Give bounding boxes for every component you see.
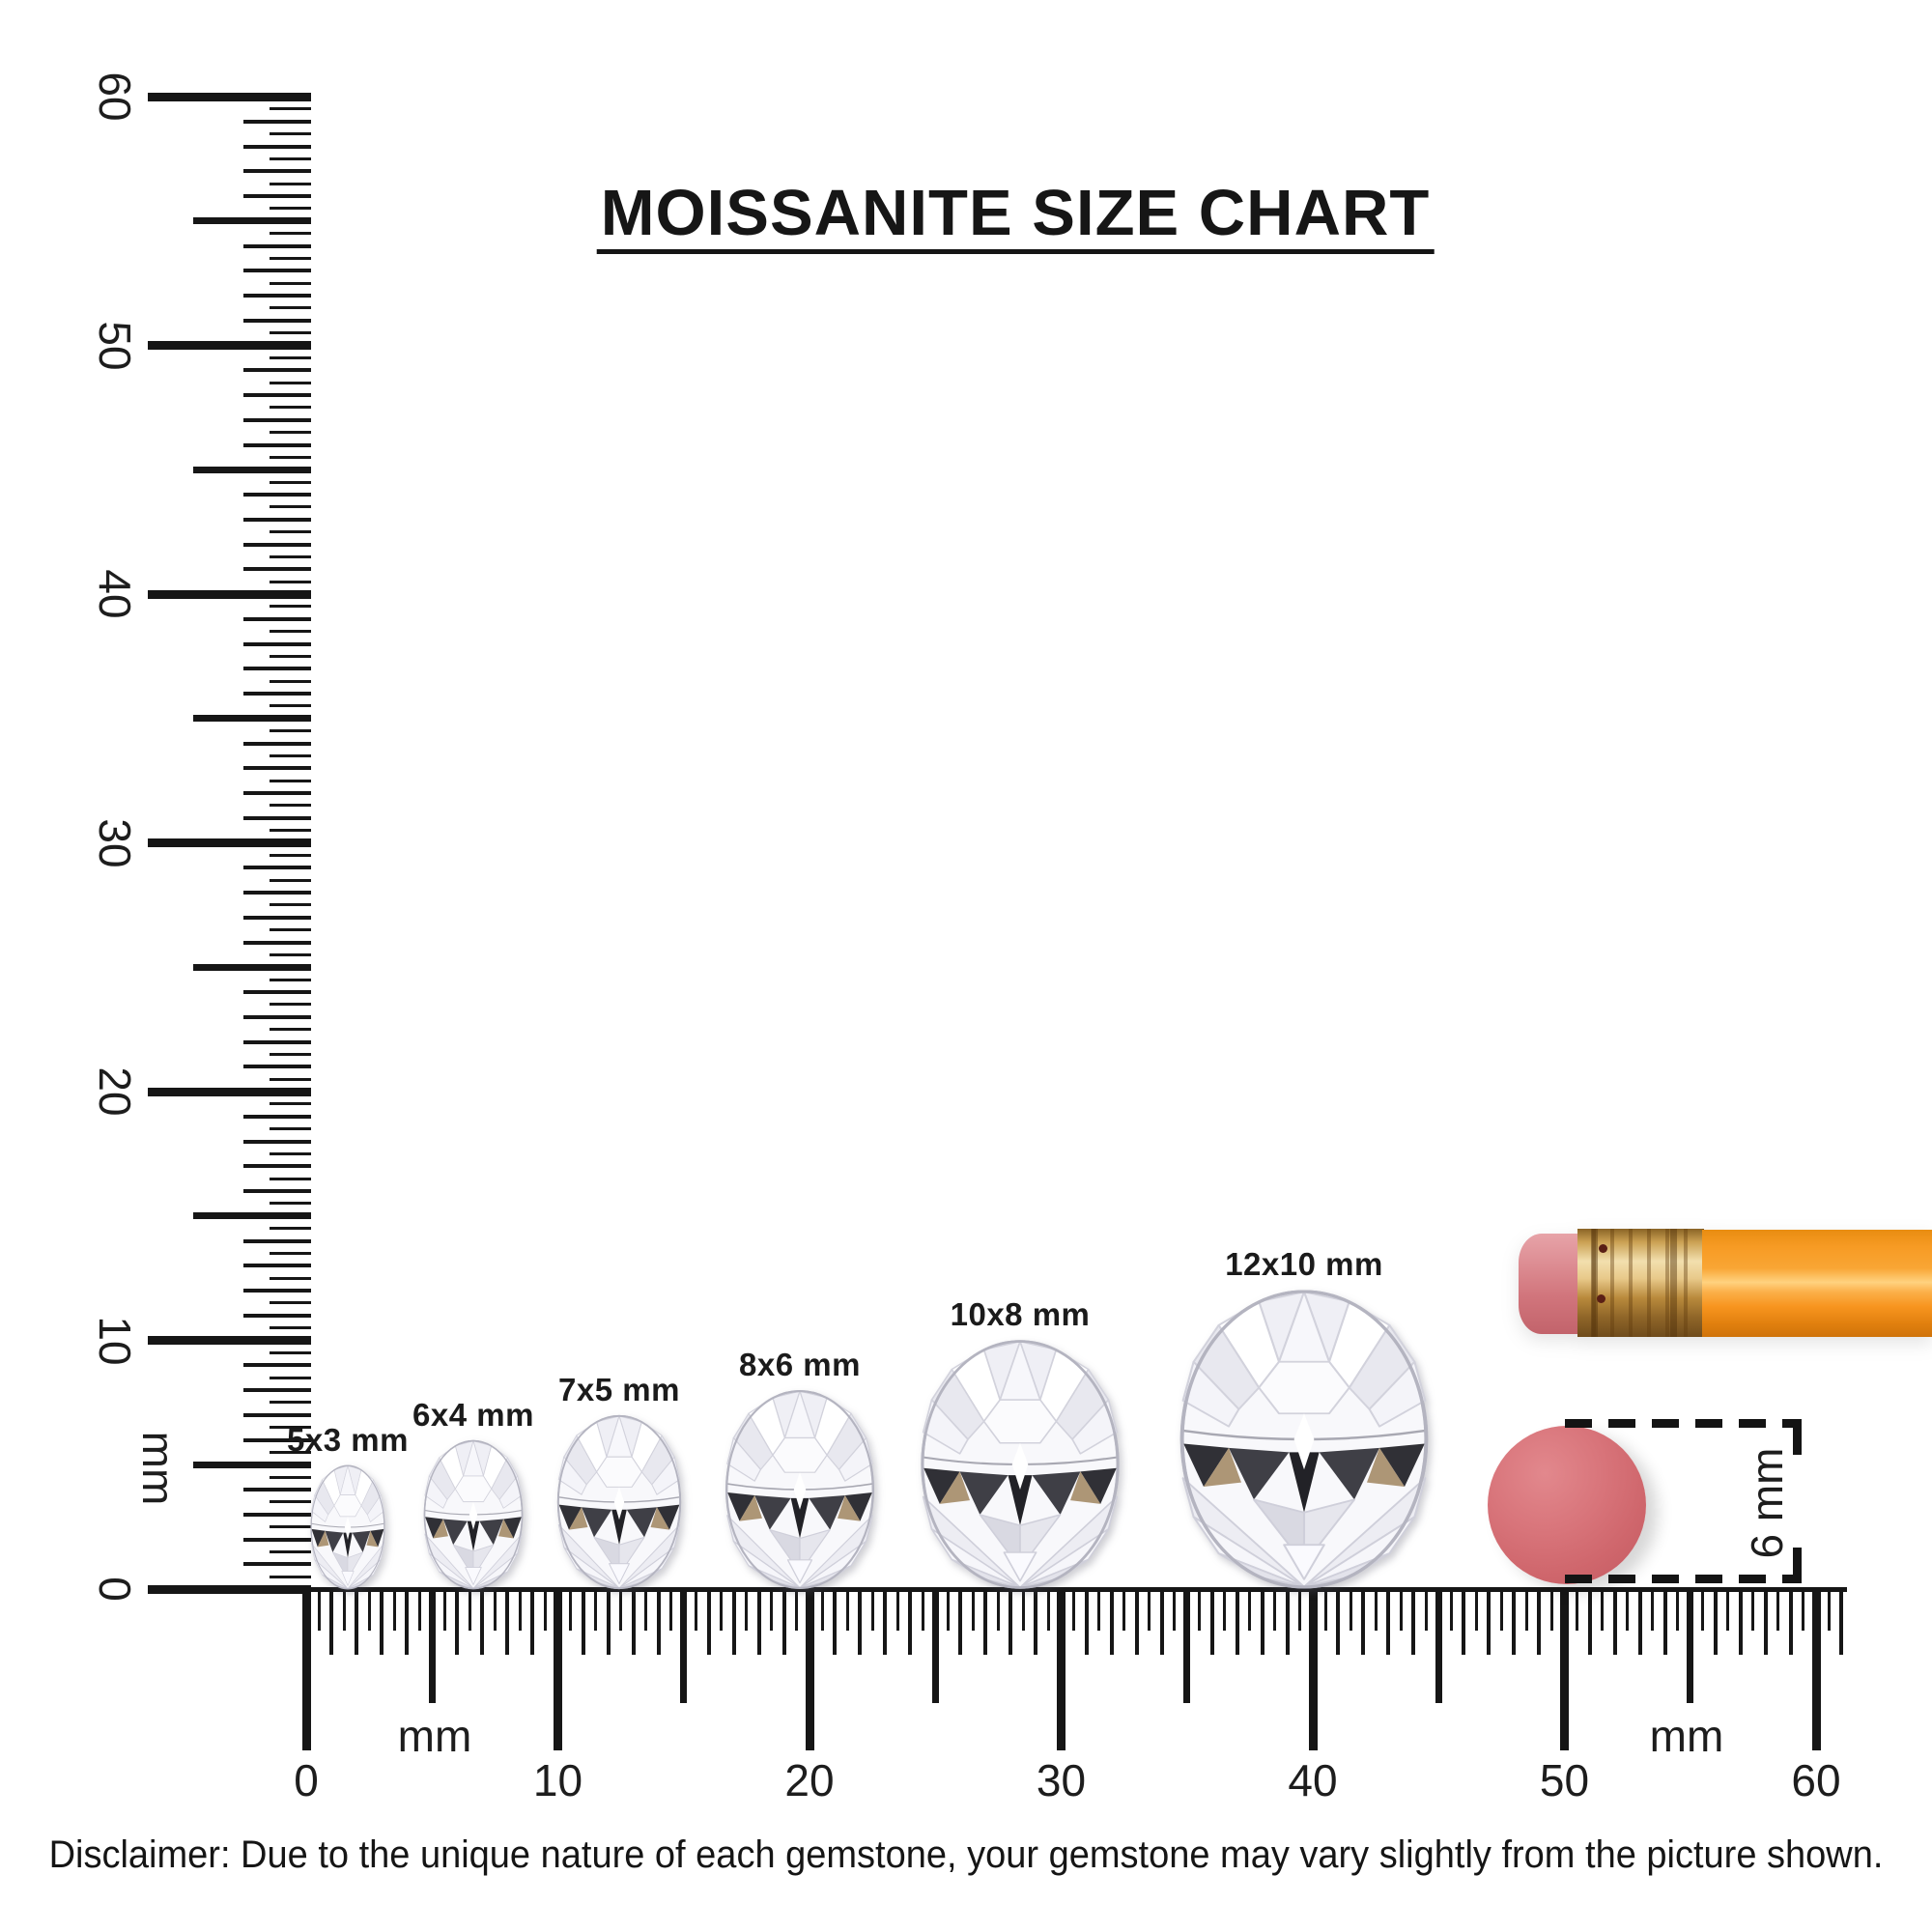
horizontal-ruler-tick: [1751, 1589, 1754, 1631]
horizontal-ruler-tick: [1160, 1589, 1164, 1655]
vertical-ruler-tick: [243, 1140, 311, 1144]
horizontal-ruler-tick: [494, 1589, 497, 1631]
horizontal-ruler-tick: [1676, 1589, 1679, 1631]
horizontal-ruler-tick: [405, 1589, 409, 1655]
gem-7x5mm: [556, 1414, 682, 1590]
vertical-ruler-tick: [243, 692, 311, 696]
horizontal-ruler-tick: [846, 1589, 849, 1631]
horizontal-ruler-tick: [1663, 1589, 1667, 1655]
vertical-ruler-tick: [270, 382, 311, 384]
vertical-ruler-tick: [270, 331, 311, 334]
pencil-body: [1702, 1230, 1932, 1337]
vertical-ruler-tick: [270, 1326, 311, 1329]
vertical-ruler-tick: [270, 431, 311, 434]
vertical-ruler-tick: [243, 567, 311, 571]
horizontal-ruler-tick: [1613, 1589, 1617, 1655]
horizontal-ruler-tick: [1375, 1589, 1378, 1631]
vertical-ruler-number: 10: [90, 1315, 140, 1366]
horizontal-ruler-tick: [1386, 1589, 1390, 1655]
horizontal-ruler-tick: [393, 1589, 396, 1631]
horizontal-ruler-tick: [1223, 1589, 1226, 1631]
vertical-ruler-tick: [243, 443, 311, 447]
vertical-ruler-number: 50: [90, 320, 140, 371]
horizontal-ruler-tick: [329, 1589, 333, 1655]
horizontal-ruler-tick: [544, 1589, 547, 1631]
horizontal-ruler-tick: [418, 1589, 421, 1631]
gem-6x4mm: [423, 1439, 524, 1590]
vertical-ruler-tick: [270, 257, 311, 260]
vertical-ruler-tick: [193, 217, 311, 224]
vertical-ruler-tick: [270, 1476, 311, 1479]
vertical-ruler-tick: [243, 1189, 311, 1193]
vertical-ruler-tick: [270, 879, 311, 882]
pencil-ferrule: [1577, 1229, 1704, 1337]
horizontal-ruler-tick: [1550, 1589, 1553, 1631]
horizontal-ruler-tick: [1537, 1589, 1541, 1655]
gem-size-label: 5x3 mm: [287, 1422, 409, 1458]
vertical-ruler-tick: [270, 406, 311, 409]
vertical-ruler-tick: [270, 183, 311, 185]
horizontal-ruler-tick: [1638, 1589, 1642, 1655]
horizontal-ruler-tick: [380, 1589, 384, 1655]
horizontal-ruler-tick: [1273, 1589, 1276, 1631]
horizontal-ruler-tick: [1198, 1589, 1201, 1631]
gem-size-label: 10x8 mm: [950, 1296, 1091, 1332]
horizontal-ruler-tick: [1802, 1589, 1804, 1631]
horizontal-ruler-tick: [1435, 1589, 1442, 1703]
vertical-ruler-tick: [270, 655, 311, 658]
horizontal-ruler-number: 50: [1539, 1755, 1590, 1805]
vertical-ruler-tick: [270, 132, 311, 135]
horizontal-ruler-tick: [469, 1589, 471, 1631]
horizontal-ruler-tick: [1411, 1589, 1415, 1655]
horizontal-ruler-tick: [1487, 1589, 1491, 1655]
vertical-ruler-tick: [270, 1053, 311, 1056]
horizontal-ruler-tick: [530, 1589, 534, 1655]
vertical-ruler-tick: [243, 791, 311, 795]
vertical-ruler-tick: [243, 1040, 311, 1044]
horizontal-ruler-tick: [1626, 1589, 1629, 1631]
disclaimer-text: Disclaimer: Due to the unique nature of each gemstone, your gemstone may vary slightly from the picture shown.: [48, 1833, 1884, 1876]
horizontal-ruler-tick: [680, 1589, 687, 1703]
horizontal-ruler-tick: [1110, 1589, 1114, 1655]
vertical-ruler-tick: [270, 928, 311, 931]
horizontal-ruler-tick: [1576, 1589, 1578, 1631]
vertical-ruler-tick: [243, 866, 311, 869]
vertical-ruler-tick: [270, 804, 311, 807]
horizontal-ruler-tick: [720, 1589, 723, 1631]
horizontal-ruler-tick: [1261, 1589, 1264, 1655]
gem-size-label: 8x6 mm: [739, 1347, 861, 1382]
gem-5x3mm: [310, 1464, 385, 1590]
vertical-ruler-tick: [243, 269, 311, 272]
horizontal-ruler-tick: [1839, 1589, 1843, 1655]
vertical-ruler-tick: [270, 1102, 311, 1105]
vertical-ruler-tick: [270, 282, 311, 285]
horizontal-ruler-tick: [1097, 1589, 1100, 1631]
gem-10x8mm: [920, 1339, 1121, 1590]
horizontal-ruler-tick: [1072, 1589, 1075, 1631]
vertical-ruler-tick: [270, 456, 311, 459]
vertical-ruler-tick: [243, 493, 311, 497]
vertical-ruler-tick: [193, 964, 311, 971]
horizontal-ruler-tick: [1047, 1589, 1050, 1631]
vertical-ruler-tick: [270, 356, 311, 359]
vertical-ruler-tick: [148, 1585, 311, 1594]
horizontal-ruler-tick: [505, 1589, 509, 1655]
horizontal-ruler-tick: [908, 1589, 912, 1655]
vertical-ruler-tick: [270, 630, 311, 633]
horizontal-ruler-tick: [1651, 1589, 1654, 1631]
dimension-line-right-bottom: [1793, 1548, 1802, 1575]
ferrule-crimp-ring: [1670, 1229, 1677, 1337]
horizontal-ruler-tick: [582, 1589, 585, 1655]
vertical-ruler-tick: [270, 207, 311, 210]
horizontal-ruler-tick: [1701, 1589, 1704, 1631]
horizontal-ruler-number: 60: [1791, 1755, 1841, 1805]
vertical-ruler-tick: [270, 1401, 311, 1404]
dimension-line-bottom: [1565, 1575, 1802, 1583]
vertical-ruler-tick: [243, 1314, 311, 1318]
horizontal-ruler-tick: [1135, 1589, 1139, 1655]
vertical-ruler-tick: [270, 704, 311, 707]
vertical-ruler-tick: [270, 979, 311, 981]
vertical-ruler-tick: [243, 1363, 311, 1367]
vertical-ruler-tick: [243, 244, 311, 248]
horizontal-ruler-tick: [1298, 1589, 1301, 1631]
dimension-line-right-top: [1793, 1428, 1802, 1455]
horizontal-ruler-number: 20: [784, 1755, 835, 1805]
horizontal-ruler-tick: [619, 1589, 622, 1631]
horizontal-ruler-tick: [1512, 1589, 1516, 1655]
eraser-dimension-label: 6 mm: [1742, 1447, 1792, 1559]
vertical-ruler-tick: [270, 1377, 311, 1379]
vertical-ruler-tick: [270, 505, 311, 508]
horizontal-ruler-tick: [368, 1589, 371, 1631]
horizontal-ruler-tick: [932, 1589, 939, 1703]
vertical-ruler-tick: [270, 481, 311, 484]
vertical-ruler-tick: [270, 780, 311, 782]
vertical-ruler-number: 30: [90, 817, 140, 868]
vertical-ruler-tick: [270, 903, 311, 906]
vertical-ruler-number: 60: [90, 71, 140, 122]
vertical-ruler-unit-label: mm: [133, 1431, 184, 1506]
horizontal-ruler-tick: [871, 1589, 874, 1631]
horizontal-ruler-tick: [1400, 1589, 1403, 1631]
horizontal-ruler-tick: [657, 1589, 661, 1655]
horizontal-ruler-tick: [806, 1589, 814, 1750]
horizontal-ruler-tick: [757, 1589, 761, 1655]
horizontal-ruler-tick: [480, 1589, 484, 1655]
vertical-ruler-tick: [148, 1336, 311, 1345]
vertical-ruler-tick: [243, 1562, 311, 1566]
vertical-ruler-tick: [148, 1088, 311, 1096]
vertical-ruler-tick: [193, 1462, 311, 1468]
vertical-ruler-number: 20: [90, 1066, 140, 1117]
vertical-ruler-tick: [243, 393, 311, 397]
vertical-ruler-tick: [270, 232, 311, 235]
horizontal-ruler-tick: [1789, 1589, 1793, 1655]
horizontal-ruler-tick: [1475, 1589, 1478, 1631]
gem-12x10mm: [1179, 1289, 1430, 1590]
vertical-ruler-tick: [270, 829, 311, 832]
horizontal-ruler-tick: [1828, 1589, 1831, 1631]
gem-image: [920, 1339, 1121, 1590]
gem-size-label: 6x4 mm: [412, 1397, 534, 1433]
vertical-ruler-tick: [270, 953, 311, 956]
pencil-eraser: [1519, 1234, 1580, 1334]
horizontal-ruler-tick: [1173, 1589, 1176, 1631]
vertical-ruler-tick: [270, 107, 311, 110]
horizontal-ruler-tick: [1009, 1589, 1012, 1655]
horizontal-ruler-tick: [455, 1589, 459, 1655]
horizontal-ruler-tick: [1764, 1589, 1768, 1655]
horizontal-ruler-number: 10: [532, 1755, 583, 1805]
vertical-ruler-tick: [270, 1127, 311, 1130]
horizontal-ruler-tick: [1361, 1589, 1365, 1655]
horizontal-ruler-tick: [745, 1589, 748, 1631]
vertical-ruler-tick: [243, 543, 311, 547]
vertical-ruler-tick: [270, 1178, 311, 1180]
horizontal-ruler-tick: [607, 1589, 611, 1655]
vertical-ruler-tick: [243, 518, 311, 522]
vertical-ruler-tick: [243, 145, 311, 149]
vertical-ruler-tick: [243, 990, 311, 994]
eraser-end-dot: [1488, 1426, 1646, 1584]
vertical-ruler-tick: [243, 1065, 311, 1068]
ferrule-crimp-ring: [1591, 1229, 1598, 1337]
horizontal-ruler-number: 40: [1288, 1755, 1338, 1805]
horizontal-ruler-tick: [732, 1589, 736, 1655]
vertical-ruler-tick: [270, 605, 311, 608]
horizontal-ruler-tick: [1236, 1589, 1239, 1655]
vertical-ruler-tick: [270, 530, 311, 533]
horizontal-ruler-tick: [795, 1589, 798, 1631]
vertical-ruler-tick: [243, 169, 311, 173]
vertical-ruler-tick: [243, 642, 311, 646]
vertical-ruler-tick: [193, 467, 311, 473]
vertical-ruler-tick: [270, 581, 311, 583]
horizontal-ruler-tick: [983, 1589, 987, 1655]
horizontal-ruler-tick: [1450, 1589, 1453, 1631]
horizontal-ruler-tick: [1601, 1589, 1604, 1631]
vertical-ruler-tick: [243, 816, 311, 820]
horizontal-ruler-tick: [1057, 1589, 1065, 1750]
vertical-ruler-tick: [243, 1538, 311, 1542]
gem-size-label: 7x5 mm: [558, 1372, 680, 1407]
horizontal-ruler-tick: [997, 1589, 1000, 1631]
horizontal-ruler-tick: [1183, 1589, 1190, 1703]
horizontal-ruler-tick: [644, 1589, 647, 1631]
horizontal-ruler-unit-label-left: mm: [397, 1711, 472, 1761]
vertical-ruler-tick: [243, 1289, 311, 1293]
vertical-ruler-tick: [270, 1252, 311, 1255]
vertical-ruler-tick: [243, 617, 311, 621]
horizontal-ruler-number: 0: [294, 1755, 319, 1805]
vertical-ruler-tick: [243, 418, 311, 422]
vertical-ruler-tick: [243, 1239, 311, 1243]
vertical-ruler-tick: [243, 120, 311, 124]
vertical-ruler-tick: [243, 1513, 311, 1517]
horizontal-ruler-tick: [1812, 1589, 1821, 1750]
vertical-ruler-tick: [270, 1576, 311, 1578]
page-title: MOISSANITE SIZE CHART: [597, 180, 1435, 254]
horizontal-ruler-tick: [1336, 1589, 1340, 1655]
horizontal-ruler-tick: [896, 1589, 899, 1631]
horizontal-ruler-tick: [1776, 1589, 1779, 1631]
horizontal-ruler-tick: [594, 1589, 597, 1631]
horizontal-ruler-tick: [947, 1589, 950, 1631]
vertical-ruler-tick: [270, 1301, 311, 1304]
vertical-ruler-tick: [243, 319, 311, 323]
vertical-ruler-tick: [270, 1003, 311, 1006]
horizontal-ruler-tick: [1148, 1589, 1151, 1631]
vertical-ruler-tick: [270, 680, 311, 683]
vertical-ruler-tick: [270, 729, 311, 732]
horizontal-ruler-tick: [302, 1589, 311, 1750]
horizontal-ruler-tick: [972, 1589, 975, 1631]
horizontal-ruler-tick: [1425, 1589, 1428, 1631]
horizontal-ruler-tick: [355, 1589, 358, 1655]
horizontal-ruler-tick: [519, 1589, 522, 1631]
horizontal-ruler-tick: [569, 1589, 572, 1631]
horizontal-ruler-tick: [1309, 1589, 1318, 1750]
vertical-ruler-tick: [148, 93, 311, 101]
horizontal-ruler-tick: [1324, 1589, 1327, 1631]
gem-image: [423, 1439, 524, 1590]
horizontal-ruler-tick: [958, 1589, 962, 1655]
vertical-ruler-tick: [270, 1202, 311, 1205]
horizontal-ruler-tick: [1739, 1589, 1743, 1655]
vertical-ruler-tick: [243, 766, 311, 770]
vertical-ruler-tick: [270, 1500, 311, 1503]
horizontal-ruler-tick: [443, 1589, 446, 1631]
vertical-ruler-tick: [148, 838, 311, 847]
horizontal-ruler-tick: [1248, 1589, 1251, 1631]
horizontal-ruler-tick: [1560, 1589, 1569, 1750]
horizontal-ruler-tick: [1462, 1589, 1465, 1655]
horizontal-ruler-tick: [1034, 1589, 1037, 1655]
horizontal-ruler-tick: [883, 1589, 887, 1655]
gem-image: [556, 1414, 682, 1590]
vertical-ruler-tick: [243, 294, 311, 298]
vertical-ruler-tick: [243, 368, 311, 372]
horizontal-ruler-tick: [770, 1589, 773, 1631]
vertical-ruler-tick: [193, 715, 311, 722]
horizontal-ruler-tick: [1210, 1589, 1214, 1655]
horizontal-ruler-tick: [922, 1589, 924, 1631]
gem-image: [724, 1389, 875, 1590]
horizontal-ruler-tick: [1588, 1589, 1592, 1655]
horizontal-ruler-tick: [1714, 1589, 1718, 1655]
vertical-ruler-tick: [270, 1277, 311, 1280]
vertical-ruler-tick: [243, 194, 311, 198]
horizontal-ruler-tick: [554, 1589, 562, 1750]
vertical-ruler-tick: [243, 742, 311, 746]
vertical-ruler-tick: [243, 1164, 311, 1168]
vertical-ruler-tick: [243, 891, 311, 895]
vertical-ruler-tick: [243, 941, 311, 945]
horizontal-ruler-tick: [343, 1589, 346, 1631]
horizontal-ruler-tick: [1022, 1589, 1025, 1631]
horizontal-ruler-tick: [782, 1589, 786, 1655]
horizontal-ruler-tick: [318, 1589, 321, 1631]
vertical-ruler-number: 0: [90, 1577, 140, 1602]
vertical-ruler-tick: [193, 1212, 311, 1219]
vertical-ruler-tick: [243, 1488, 311, 1492]
vertical-ruler-tick: [243, 1388, 311, 1392]
horizontal-ruler-tick: [1525, 1589, 1528, 1631]
horizontal-ruler-tick: [707, 1589, 711, 1655]
vertical-ruler-tick: [243, 1115, 311, 1119]
horizontal-ruler-tick: [833, 1589, 837, 1655]
vertical-ruler-tick: [270, 1351, 311, 1354]
ferrule-dimple: [1599, 1244, 1607, 1253]
vertical-ruler-tick: [148, 341, 311, 350]
dimension-line-top: [1565, 1419, 1802, 1428]
gem-size-label: 12x10 mm: [1225, 1246, 1383, 1282]
vertical-ruler-tick: [270, 854, 311, 857]
gem-image: [1179, 1289, 1430, 1590]
horizontal-ruler-tick: [1350, 1589, 1352, 1631]
horizontal-ruler-tick: [1726, 1589, 1729, 1631]
vertical-ruler-tick: [243, 1015, 311, 1019]
horizontal-ruler-tick: [1122, 1589, 1125, 1631]
gem-image: [310, 1464, 385, 1590]
horizontal-ruler-tick: [1687, 1589, 1693, 1703]
ferrule-dimple: [1597, 1294, 1605, 1303]
vertical-ruler-tick: [270, 1550, 311, 1553]
vertical-ruler-number: 40: [90, 569, 140, 619]
horizontal-ruler-tick: [632, 1589, 636, 1655]
pencil: [1519, 1229, 1932, 1339]
vertical-ruler-tick: [270, 306, 311, 309]
horizontal-ruler-tick: [821, 1589, 824, 1631]
horizontal-ruler-tick: [429, 1589, 436, 1703]
vertical-ruler-tick: [243, 916, 311, 920]
gem-8x6mm: [724, 1389, 875, 1590]
horizontal-ruler-tick: [1500, 1589, 1503, 1631]
horizontal-ruler-tick: [858, 1589, 862, 1655]
horizontal-ruler-tick: [1085, 1589, 1089, 1655]
horizontal-ruler-unit-label-right: mm: [1649, 1711, 1724, 1761]
vertical-ruler-tick: [270, 555, 311, 558]
vertical-ruler-tick: [270, 1152, 311, 1155]
horizontal-ruler-number: 30: [1036, 1755, 1087, 1805]
horizontal-ruler-tick: [1286, 1589, 1290, 1655]
vertical-ruler-tick: [270, 1028, 311, 1031]
vertical-ruler-tick: [243, 1264, 311, 1267]
vertical-ruler-tick: [243, 1413, 311, 1417]
vertical-ruler-tick: [148, 590, 311, 599]
vertical-ruler-tick: [270, 1227, 311, 1230]
vertical-ruler-tick: [270, 1525, 311, 1528]
horizontal-ruler-tick: [695, 1589, 697, 1631]
horizontal-ruler-tick: [669, 1589, 672, 1631]
vertical-ruler-tick: [270, 754, 311, 757]
vertical-ruler-tick: [270, 1078, 311, 1081]
vertical-ruler-tick: [243, 667, 311, 670]
vertical-ruler-tick: [270, 157, 311, 160]
